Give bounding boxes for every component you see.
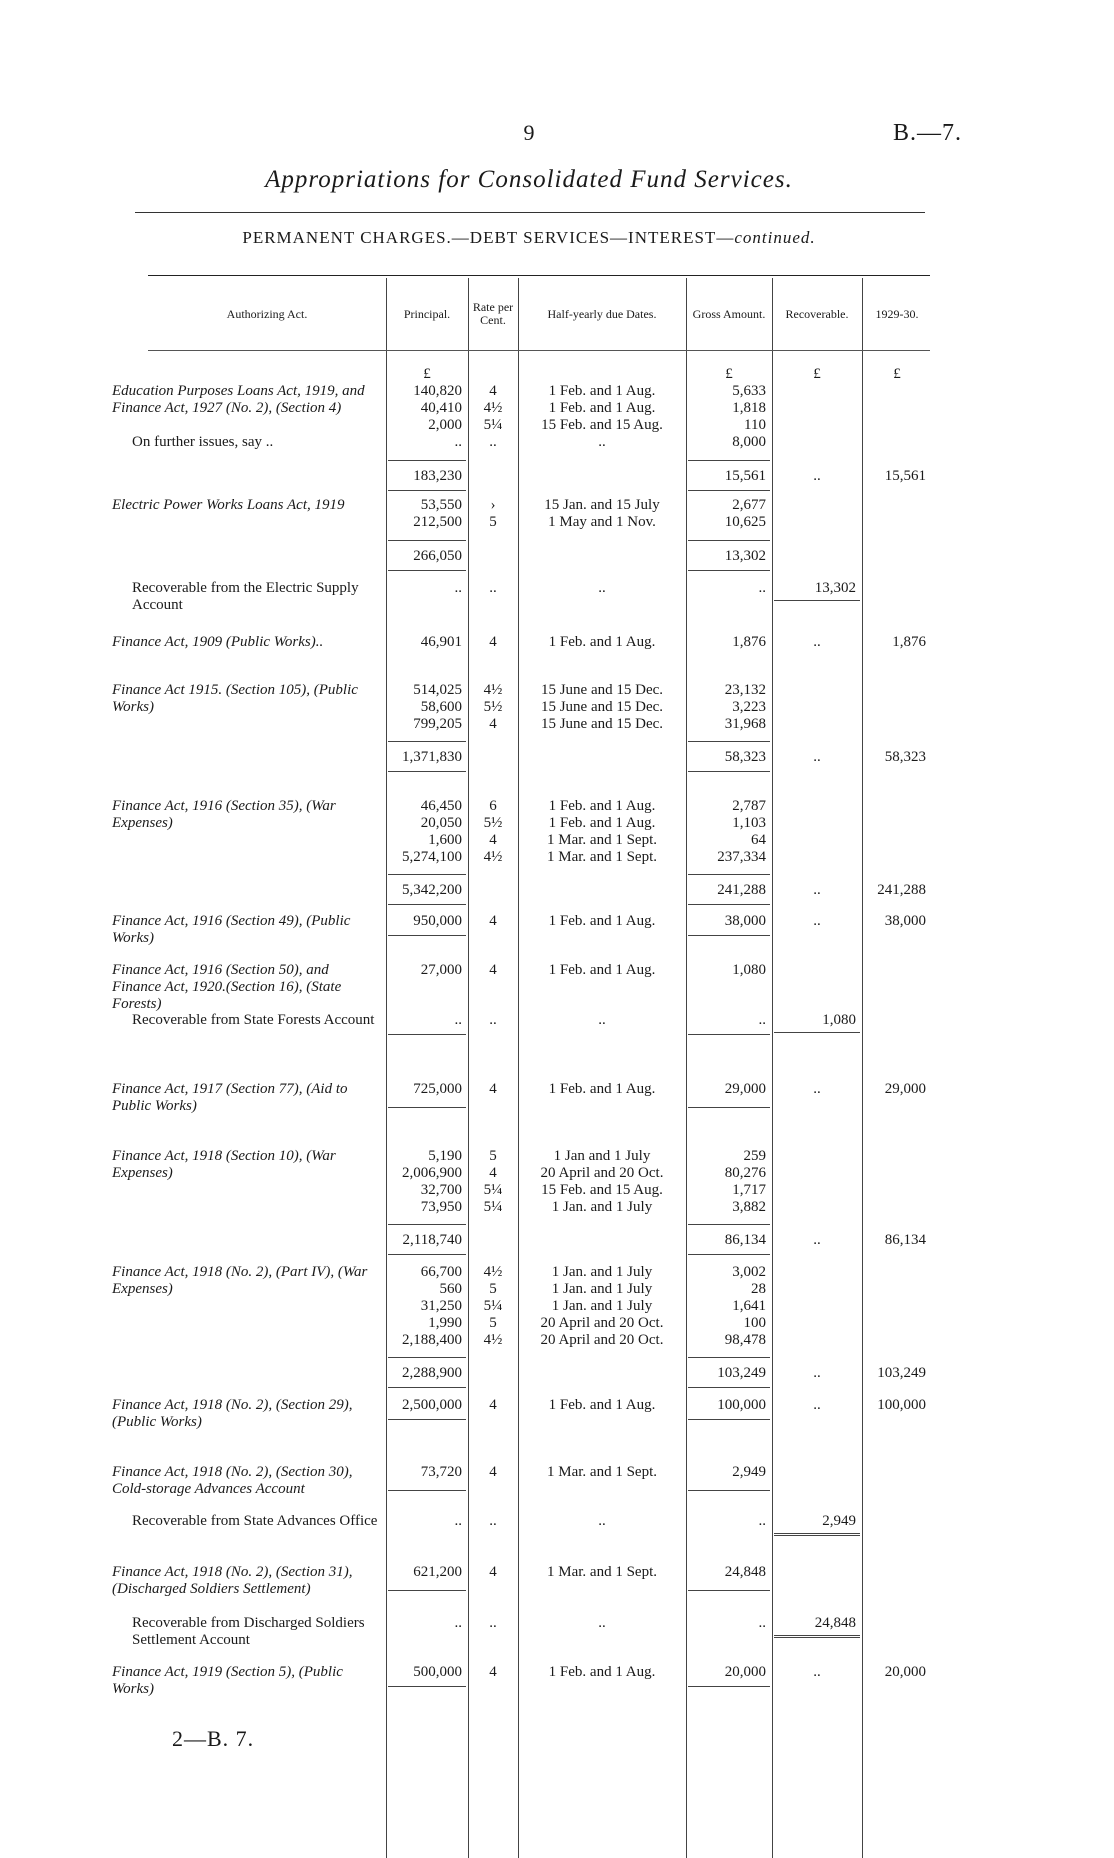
rate-value: 4	[489, 962, 497, 978]
rule-line	[688, 935, 770, 936]
rate-value: ..	[489, 1012, 497, 1028]
rule-line	[688, 1419, 770, 1420]
principal-value: 73,950	[420, 1199, 462, 1215]
rate-value: 5½	[483, 699, 503, 715]
principal-value: ..	[454, 580, 462, 596]
column-divider	[518, 278, 519, 1858]
rule-line	[388, 1357, 466, 1358]
due-dates: 1 Feb. and 1 Aug.	[548, 383, 656, 399]
rule-line	[388, 1034, 466, 1035]
rule-line	[688, 1107, 770, 1108]
rate-value: 5	[489, 1315, 497, 1331]
rule-line	[774, 1032, 860, 1033]
rule-line	[688, 1490, 770, 1491]
header-principal: Principal.	[403, 306, 451, 321]
header-rule	[148, 350, 930, 351]
rate-value: ..	[489, 580, 497, 596]
principal-value: 514,025	[413, 682, 462, 698]
year-amount: 38,000	[884, 913, 926, 929]
principal-value: 725,000	[413, 1081, 462, 1097]
principal-value: 799,205	[413, 716, 462, 732]
currency-symbol: £	[725, 366, 733, 382]
gross-amount: ..	[758, 580, 766, 596]
principal-value: 2,006,900	[402, 1165, 462, 1181]
gross-amount: 20,000	[724, 1664, 766, 1680]
header-recoverable: Recoverable.	[785, 306, 849, 321]
gross-amount: 100	[743, 1315, 766, 1331]
due-dates: ..	[598, 580, 606, 596]
due-dates: 1 Feb. and 1 Aug.	[548, 798, 656, 814]
due-dates: 1 Feb. and 1 Aug.	[548, 815, 656, 831]
year-amount: 1,876	[892, 634, 926, 650]
gross-amount: ..	[758, 1012, 766, 1028]
due-dates: 15 June and 15 Dec.	[540, 699, 664, 715]
gross-amount: 5,633	[732, 383, 766, 399]
authorizing-act: On further issues, say ..	[132, 434, 274, 450]
authorizing-act: Finance Act, 1917 (Section 77), (Aid to Public Works)	[112, 1081, 348, 1114]
due-dates: 15 June and 15 Dec.	[540, 682, 664, 698]
principal-value: 2,288,900	[402, 1365, 462, 1381]
principal-value: 2,188,400	[402, 1332, 462, 1348]
principal-value: 621,200	[413, 1564, 462, 1580]
rule-line	[688, 1357, 770, 1358]
due-dates: 1 Feb. and 1 Aug.	[548, 400, 656, 416]
gross-amount: 3,223	[732, 699, 766, 715]
rule-line	[774, 1635, 860, 1636]
due-dates: 20 April and 20 Oct.	[540, 1315, 664, 1331]
recoverable-value: ..	[813, 1664, 821, 1680]
due-dates: 1 Jan. and 1 July	[551, 1298, 653, 1314]
rule-line	[774, 1533, 860, 1534]
header-gross-amount: Gross Amount.	[692, 306, 766, 321]
principal-value: ..	[454, 1012, 462, 1028]
rule-line	[688, 570, 770, 571]
recoverable-value: ..	[813, 882, 821, 898]
rule-line	[388, 460, 466, 461]
gross-amount: 237,334	[717, 849, 766, 865]
authorizing-act: Recoverable from the Electric Supply Account	[132, 580, 359, 613]
authorizing-act: Finance Act, 1918 (No. 2), (Part IV), (War Expenses)	[112, 1264, 368, 1297]
recoverable-value: 13,302	[814, 580, 856, 596]
rate-value: 4	[489, 383, 497, 399]
rule-line	[388, 490, 466, 491]
gross-amount: 241,288	[717, 882, 766, 898]
gross-amount: ..	[758, 1615, 766, 1631]
gross-amount: 24,848	[724, 1564, 766, 1580]
column-divider	[468, 278, 469, 1858]
authorizing-act: Finance Act 1915. (Section 105), (Public Works)	[112, 682, 358, 715]
authorizing-act: Finance Act, 1918 (No. 2), (Section 31), (Discharged Soldiers Settlement)	[112, 1564, 353, 1597]
due-dates: 1 Jan and 1 July	[553, 1148, 651, 1164]
gross-amount: 29,000	[724, 1081, 766, 1097]
principal-value: 1,371,830	[402, 749, 462, 765]
principal-value: ..	[454, 434, 462, 450]
due-dates: 1 Feb. and 1 Aug.	[548, 1397, 656, 1413]
authorizing-act: Finance Act, 1919 (Section 5), (Public Works)	[112, 1664, 343, 1697]
rate-value: 4	[489, 1397, 497, 1413]
gross-amount: 80,276	[724, 1165, 766, 1181]
rate-value: ›	[490, 497, 496, 513]
gross-amount: 103,249	[717, 1365, 766, 1381]
section-subtitle	[0, 228, 1058, 248]
principal-value: 1,600	[428, 832, 462, 848]
rule-line	[688, 741, 770, 742]
authorizing-act: Recoverable from State Advances Office	[132, 1513, 378, 1529]
gross-amount: 28	[751, 1281, 766, 1297]
column-divider	[862, 278, 863, 1858]
gross-amount: 110	[744, 417, 766, 433]
gross-amount: 38,000	[724, 913, 766, 929]
due-dates: 1 Feb. and 1 Aug.	[548, 1081, 656, 1097]
principal-value: 40,410	[420, 400, 462, 416]
rule-line	[388, 1490, 466, 1491]
authorizing-act: Recoverable from State Forests Account	[132, 1012, 375, 1028]
due-dates: 20 April and 20 Oct.	[540, 1332, 664, 1348]
gross-amount: 3,882	[732, 1199, 766, 1215]
due-dates: 1 Feb. and 1 Aug.	[548, 1664, 656, 1680]
principal-value: 5,342,200	[402, 882, 462, 898]
principal-value: 66,700	[420, 1264, 462, 1280]
recoverable-value: ..	[813, 634, 821, 650]
due-dates: 1 May and 1 Nov.	[548, 514, 656, 530]
principal-value: 20,050	[420, 815, 462, 831]
recoverable-value: ..	[813, 1365, 821, 1381]
due-dates: 1 Feb. and 1 Aug.	[548, 913, 656, 929]
rate-value: 4	[489, 634, 497, 650]
authorizing-act: Finance Act, 1918 (Section 10), (War Expenses)	[112, 1148, 336, 1181]
due-dates: 1 Feb. and 1 Aug.	[548, 634, 656, 650]
rule-line	[388, 1254, 466, 1255]
due-dates: 20 April and 20 Oct.	[540, 1165, 664, 1181]
currency-symbol: £	[893, 366, 901, 382]
principal-value: 58,600	[420, 699, 462, 715]
rate-value: 4½	[483, 1264, 503, 1280]
rule-line	[388, 1590, 466, 1591]
rule-line	[688, 490, 770, 491]
rule-line	[688, 1224, 770, 1225]
rule-line	[688, 1254, 770, 1255]
recoverable-value: ..	[813, 1397, 821, 1413]
currency-symbol: £	[813, 366, 821, 382]
gross-amount: 2,677	[732, 497, 766, 513]
column-divider	[686, 278, 687, 1858]
currency-symbol: £	[423, 366, 431, 382]
rule-line	[688, 771, 770, 772]
authorizing-act: Finance Act, 1916 (Section 49), (Public Works)	[112, 913, 351, 946]
principal-value: 1,990	[428, 1315, 462, 1331]
gross-amount: 15,561	[724, 468, 766, 484]
rule-line	[688, 460, 770, 461]
rate-value: ..	[489, 434, 497, 450]
gross-amount: 2,949	[732, 1464, 766, 1480]
principal-value: 46,901	[420, 634, 462, 650]
year-amount: 15,561	[884, 468, 926, 484]
rule-line	[388, 1224, 466, 1225]
table-top-rule	[148, 275, 930, 276]
rate-value: 5	[489, 514, 497, 530]
due-dates: ..	[598, 1012, 606, 1028]
principal-value: 140,820	[413, 383, 462, 399]
rate-value: 4	[489, 1165, 497, 1181]
principal-value: 73,720	[420, 1464, 462, 1480]
header-year: 1929-30.	[875, 306, 919, 321]
document-reference: B.—7.	[892, 120, 962, 146]
rule-line	[388, 1387, 466, 1388]
year-amount: 86,134	[884, 1232, 926, 1248]
due-dates: 1 Mar. and 1 Sept.	[547, 1464, 657, 1480]
year-amount: 20,000	[884, 1664, 926, 1680]
rule-line	[688, 1034, 770, 1035]
year-amount: 58,323	[884, 749, 926, 765]
due-dates: 15 Jan. and 15 July	[544, 497, 660, 513]
principal-value: 266,050	[413, 548, 462, 564]
rate-value: 4	[489, 1464, 497, 1480]
title-rule	[135, 212, 925, 213]
due-dates: 1 Feb. and 1 Aug.	[548, 962, 656, 978]
header-rate: Rate per Cent.	[472, 300, 514, 327]
rate-value: 5¼	[483, 1298, 503, 1314]
rule-line	[688, 1686, 770, 1687]
rule-line	[388, 741, 466, 742]
rate-value: 4	[489, 716, 497, 732]
rate-value: 4	[489, 1564, 497, 1580]
principal-value: 5,190	[428, 1148, 462, 1164]
gross-amount: 2,787	[732, 798, 766, 814]
principal-value: ..	[454, 1513, 462, 1529]
gross-amount: 100,000	[717, 1397, 766, 1413]
rate-value: 4	[489, 1081, 497, 1097]
rule-line	[774, 600, 860, 601]
subtitle-continued: continued.	[734, 228, 816, 247]
due-dates: 1 Jan. and 1 July	[551, 1281, 653, 1297]
principal-value: 31,250	[420, 1298, 462, 1314]
gross-amount: 1,641	[732, 1298, 766, 1314]
rule-line	[388, 540, 466, 541]
rule-line	[388, 935, 466, 936]
authorizing-act: Finance Act, 1909 (Public Works)..	[112, 634, 324, 650]
gross-amount: 1,876	[732, 634, 766, 650]
due-dates: 1 Mar. and 1 Sept.	[547, 849, 657, 865]
due-dates: ..	[598, 1513, 606, 1529]
due-dates: ..	[598, 1615, 606, 1631]
authorizing-act: Recoverable from Discharged Soldiers Settlement Account	[132, 1615, 365, 1648]
rate-value: 5	[489, 1148, 497, 1164]
rate-value: ..	[489, 1513, 497, 1529]
rule-line	[688, 540, 770, 541]
rate-value: 4½	[483, 682, 503, 698]
rule-line	[774, 1535, 860, 1536]
gross-amount: 10,625	[724, 514, 766, 530]
header-authorizing-act: Authorizing Act.	[226, 306, 308, 321]
gross-amount: 1,103	[732, 815, 766, 831]
column-divider	[386, 278, 387, 1858]
rule-line	[388, 771, 466, 772]
rule-line	[688, 874, 770, 875]
recoverable-value: ..	[813, 1232, 821, 1248]
year-amount: 103,249	[877, 1365, 926, 1381]
recoverable-value: 2,949	[822, 1513, 856, 1529]
rate-value: 4½	[483, 400, 503, 416]
recoverable-value: ..	[813, 913, 821, 929]
due-dates: 15 Feb. and 15 Aug.	[541, 417, 663, 433]
due-dates: 1 Mar. and 1 Sept.	[547, 1564, 657, 1580]
recoverable-value: 1,080	[822, 1012, 856, 1028]
gross-amount: ..	[758, 1513, 766, 1529]
principal-value: 46,450	[420, 798, 462, 814]
rate-value: 6	[489, 798, 497, 814]
gross-amount: 86,134	[724, 1232, 766, 1248]
rate-value: 5¼	[483, 1199, 503, 1215]
due-dates: 15 Feb. and 15 Aug.	[541, 1182, 663, 1198]
principal-value: 5,274,100	[402, 849, 462, 865]
rate-value: 5¼	[483, 1182, 503, 1198]
rule-line	[388, 874, 466, 875]
principal-value: 950,000	[413, 913, 462, 929]
gross-amount: 31,968	[724, 716, 766, 732]
authorizing-act: Finance Act, 1918 (No. 2), (Section 29), (Public Works)	[112, 1397, 353, 1430]
gross-amount: 13,302	[724, 548, 766, 564]
gross-amount: 1,717	[732, 1182, 766, 1198]
authorizing-act: Finance Act, 1916 (Section 50), and Finance Act, 1920.(Section 16), (State Forests)	[112, 962, 342, 1012]
authorizing-act: Education Purposes Loans Act, 1919, and Finance Act, 1927 (No. 2), (Section 4)	[112, 383, 365, 416]
rule-line	[388, 1107, 466, 1108]
gross-amount: 8,000	[732, 434, 766, 450]
principal-value: 560	[439, 1281, 462, 1297]
due-dates: ..	[598, 434, 606, 450]
rule-line	[688, 1387, 770, 1388]
rule-line	[688, 904, 770, 905]
principal-value: 53,550	[420, 497, 462, 513]
gross-amount: 98,478	[724, 1332, 766, 1348]
authorizing-act: Finance Act, 1916 (Section 35), (War Expenses)	[112, 798, 336, 831]
authorizing-act: Finance Act, 1918 (No. 2), (Section 30), Cold-storage Advances Account	[112, 1464, 353, 1497]
rule-line	[774, 1637, 860, 1638]
rate-value: 4	[489, 1664, 497, 1680]
page-footer: 2—B. 7.	[172, 1726, 255, 1751]
principal-value: 183,230	[413, 468, 462, 484]
rate-value: 5½	[483, 815, 503, 831]
page-number: 9	[523, 120, 535, 145]
principal-value: 500,000	[413, 1664, 462, 1680]
principal-value: 32,700	[420, 1182, 462, 1198]
year-amount: 100,000	[877, 1397, 926, 1413]
rule-line	[388, 1686, 466, 1687]
subtitle-main: PERMANENT CHARGES.—DEBT SERVICES—INTEREST—	[242, 228, 735, 247]
rule-line	[688, 1590, 770, 1591]
rate-value: 4	[489, 832, 497, 848]
due-dates: 1 Mar. and 1 Sept.	[547, 832, 657, 848]
principal-value: 2,118,740	[402, 1232, 462, 1248]
column-divider	[772, 278, 773, 1858]
principal-value: 27,000	[420, 962, 462, 978]
principal-value: 2,000	[428, 417, 462, 433]
recoverable-value: ..	[813, 749, 821, 765]
recoverable-value: 24,848	[814, 1615, 856, 1631]
rate-value: ..	[489, 1615, 497, 1631]
recoverable-value: ..	[813, 1081, 821, 1097]
gross-amount: 259	[743, 1148, 766, 1164]
year-amount: 29,000	[884, 1081, 926, 1097]
principal-value: ..	[454, 1615, 462, 1631]
rate-value: 4½	[483, 849, 503, 865]
principal-value: 2,500,000	[402, 1397, 462, 1413]
year-amount: 241,288	[877, 882, 926, 898]
rate-value: 5	[489, 1281, 497, 1297]
due-dates: 1 Jan. and 1 July	[551, 1264, 653, 1280]
rate-value: 4½	[483, 1332, 503, 1348]
gross-amount: 3,002	[732, 1264, 766, 1280]
recoverable-value: ..	[813, 468, 821, 484]
page-title: Appropriations for Consolidated Fund Services.	[265, 166, 793, 193]
rate-value: 4	[489, 913, 497, 929]
authorizing-act: Electric Power Works Loans Act, 1919	[112, 497, 345, 513]
rate-value: 5¼	[483, 417, 503, 433]
gross-amount: 1,080	[732, 962, 766, 978]
rule-line	[388, 904, 466, 905]
due-dates: 1 Jan. and 1 July	[551, 1199, 653, 1215]
principal-value: 212,500	[413, 514, 462, 530]
due-dates: 15 June and 15 Dec.	[540, 716, 664, 732]
gross-amount: 58,323	[724, 749, 766, 765]
header-due-dates: Half-yearly due Dates.	[547, 306, 657, 321]
gross-amount: 1,818	[732, 400, 766, 416]
rule-line	[388, 1419, 466, 1420]
gross-amount: 64	[751, 832, 766, 848]
gross-amount: 23,132	[724, 682, 766, 698]
rule-line	[388, 570, 466, 571]
